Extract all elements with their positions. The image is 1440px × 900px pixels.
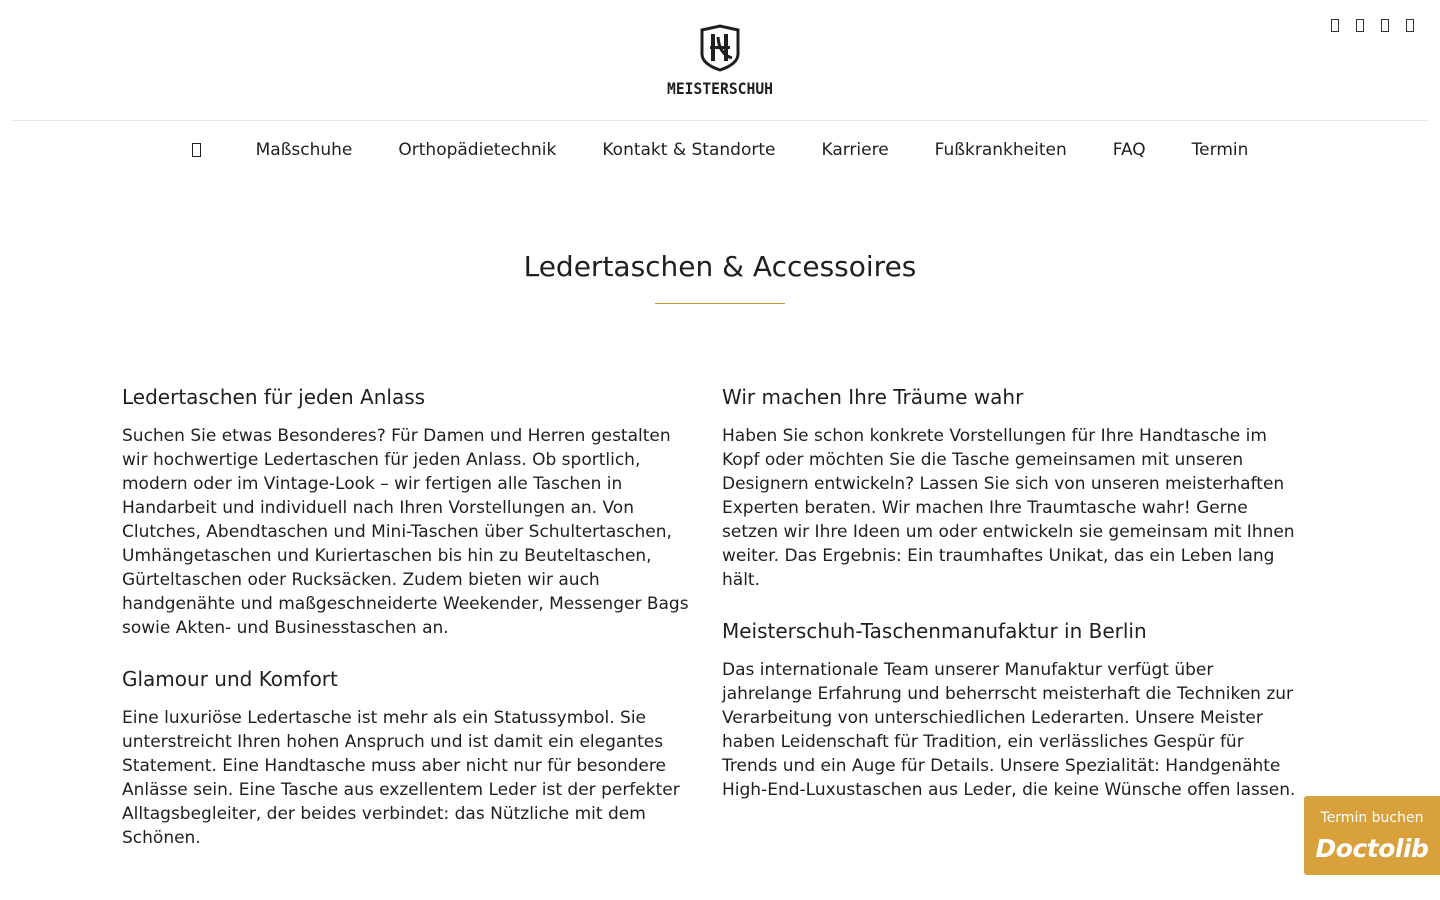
doctolib-booking-button[interactable] [1304, 796, 1440, 875]
section-text: Eine luxuriöse Ledertasche ist mehr als ein Statussymbol. Sie unterstreicht Ihren hohen Anspruch und ist damit ein elegantes Statement. Eine Handtasche muss aber nicht nur für besondere Anlässe sein. Eine Tasche aus exzellentem Leder ist der perfekter Alltagsbegleiter, der beides verbindet: das Nützliche mit dem Schönen. [122, 708, 680, 848]
section-heading: Meisterschuh-Taschenmanufaktur in Berlin [722, 619, 1147, 643]
instagram-icon[interactable] [1353, 15, 1366, 35]
section-text: Haben Sie schon konkrete Vorstellungen für Ihre Handtasche im Kopf oder möchten Sie die Tasche gemeinsamen mit unseren Designern entwickeln? Lassen Sie sich von unseren meisterhaften Experten beraten. Wir machen Ihre Traumtasche wahr! Gerne setzen wir Ihre Ideen um oder entwickeln sie gemeinsam mit Ihnen weiter. Das Ergebnis: Ein traumhaftes Unikat, das ein Leben lang hält. [722, 426, 1295, 590]
site-header [0, 0, 1440, 121]
nav-item-orthopaedietechnik[interactable]: Orthopädietechnik [398, 140, 557, 160]
header-divider [12, 120, 1428, 121]
social-icons [1328, 15, 1416, 35]
doctolib-logo: Doctolib [1315, 834, 1429, 863]
search-icon[interactable] [1403, 15, 1416, 35]
logo-wordmark: MEISTERSCHUH [667, 79, 773, 98]
nav-item-fusskrankheiten[interactable]: Fußkrankheiten [934, 140, 1067, 160]
nav-item-kontakt-standorte[interactable]: Kontakt & Standorte [602, 140, 776, 160]
left-column [122, 383, 700, 875]
section-text: Das internationale Team unserer Manufaktur verfügt über jahrelange Erfahrung und beherrscht meisterhaft die Techniken zur Verarbeitung von unterschiedlichen Lederarten. Unsere Meister haben Leidenschaft für Tradition, ein verlässliches Gespür für Trends und ein Auge für Details. Unsere Spezialität: Handgenähte High-End-Luxustaschen aus Leder, die keine Wünsche offen lassen. [722, 660, 1296, 800]
title-underline [655, 303, 785, 304]
section-heading: Glamour und Komfort [122, 667, 338, 691]
page-title: Ledertaschen & Accessoires [523, 250, 917, 283]
nav-item-termin[interactable]: Termin [1191, 140, 1249, 160]
nav-item-karriere[interactable]: Karriere [821, 140, 889, 160]
section-heading: Wir machen Ihre Träume wahr [722, 385, 1024, 409]
facebook-icon[interactable] [1328, 15, 1341, 35]
section-heading: Ledertaschen für jeden Anlass [122, 385, 426, 409]
section-text: Suchen Sie etwas Besonderes? Für Damen und Herren gestalten wir hochwertige Ledertaschen für jeden Anlass. Ob sportlich, modern oder im Vintage-Look – wir fertigen alle Taschen in Handarbeit und individuell nach Ihren Vorstellungen an. Von Clutches, Abendtaschen und Mini-Taschen über Schultertaschen, Umhängetaschen und Kuriertaschen bis hin zu Beuteltaschen, Gürteltaschen oder Rucksäcken. Zudem bieten wir auch handgenähte und maßgeschneiderte Weekender, Messenger Bags sowie Akten- und Businesstaschen an. [122, 426, 689, 638]
home-icon[interactable] [192, 136, 202, 164]
site-logo[interactable] [666, 24, 774, 98]
nav-item-faq[interactable]: FAQ [1112, 140, 1146, 160]
youtube-icon[interactable] [1378, 15, 1391, 35]
shield-crest-icon [702, 26, 738, 70]
main-nav [0, 136, 1440, 164]
right-column [722, 383, 1300, 827]
booking-label: Termin buchen [1320, 810, 1424, 826]
nav-item-masschuhe[interactable]: Maßschuhe [255, 140, 353, 160]
